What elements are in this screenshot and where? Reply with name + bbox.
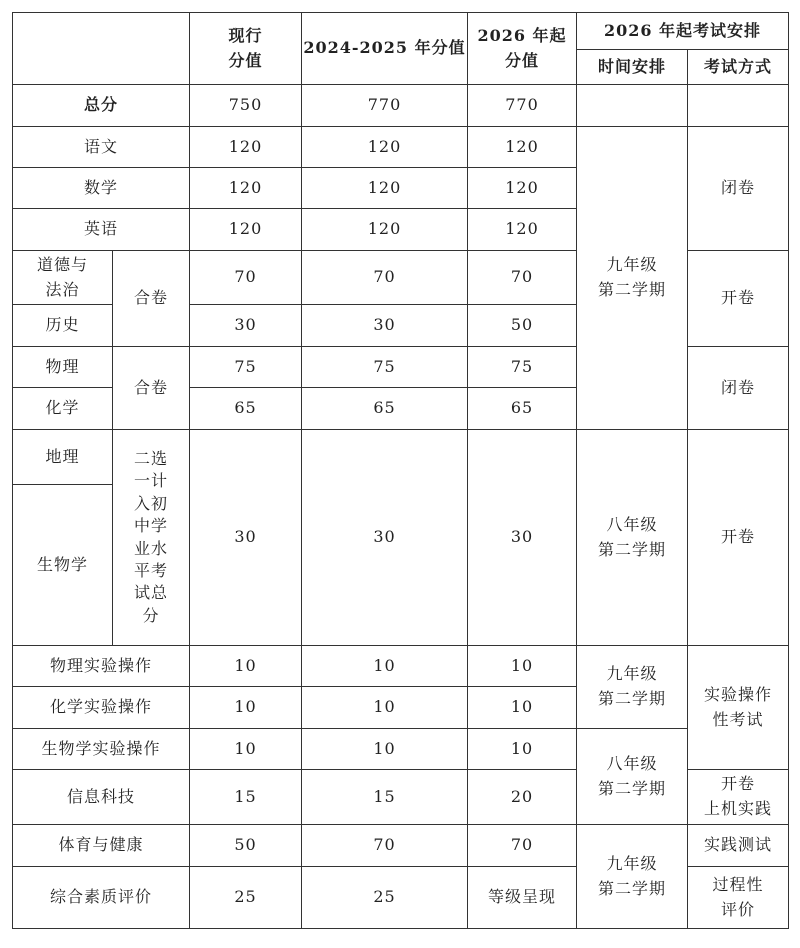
method-process-eval: 过程性 评价 bbox=[688, 867, 789, 929]
value-2024: 70 bbox=[302, 251, 468, 305]
value-2026: 10 bbox=[468, 646, 577, 687]
subject-chemistry: 化学 bbox=[13, 388, 113, 430]
current-value: 10 bbox=[190, 729, 302, 770]
value-2026: 120 bbox=[468, 127, 577, 168]
header-2026-score: 2026 年起 分值 bbox=[468, 13, 577, 85]
header-2024-score: 2024-2025 年分值 bbox=[302, 13, 468, 85]
value-2026: 30 bbox=[468, 430, 577, 646]
time-grade8-semester2: 八年级 第二学期 bbox=[577, 729, 688, 825]
current-value: 75 bbox=[190, 347, 302, 388]
method-practice-test: 实践测试 bbox=[688, 825, 789, 867]
table-row bbox=[13, 85, 789, 127]
value-2024: 120 bbox=[302, 209, 468, 251]
value-2024: 30 bbox=[302, 305, 468, 347]
value-2026: 10 bbox=[468, 729, 577, 770]
method-cell-empty bbox=[688, 85, 789, 127]
subject-morality-law: 道德与 法治 bbox=[13, 251, 113, 305]
current-value: 15 bbox=[190, 770, 302, 825]
value-2024: 120 bbox=[302, 127, 468, 168]
score-table-container bbox=[12, 12, 789, 929]
header-exam-method: 考试方式 bbox=[688, 50, 789, 85]
current-value: 70 bbox=[190, 251, 302, 305]
value-2026: 50 bbox=[468, 305, 577, 347]
subject-chemistry-lab: 化学实验操作 bbox=[13, 687, 190, 729]
subject-biology-lab: 生物学实验操作 bbox=[13, 729, 190, 770]
table-row bbox=[13, 729, 789, 770]
header-blank-cell bbox=[13, 13, 190, 85]
value-2024: 770 bbox=[302, 85, 468, 127]
current-value: 30 bbox=[190, 305, 302, 347]
table-row bbox=[13, 646, 789, 687]
combined-paper-label: 合卷 bbox=[113, 347, 190, 430]
header-exam-arrangement: 2026 年起考试安排 bbox=[577, 13, 789, 50]
method-open-computer: 开卷 上机实践 bbox=[688, 770, 789, 825]
subject-total: 总分 bbox=[13, 85, 190, 127]
value-2024: 10 bbox=[302, 646, 468, 687]
current-value: 30 bbox=[190, 430, 302, 646]
time-cell-empty bbox=[577, 85, 688, 127]
subject-history: 历史 bbox=[13, 305, 113, 347]
current-value: 120 bbox=[190, 209, 302, 251]
combined-paper-label: 合卷 bbox=[113, 251, 190, 347]
subject-info-tech: 信息科技 bbox=[13, 770, 190, 825]
time-grade9-semester2: 九年级 第二学期 bbox=[577, 825, 688, 929]
value-2024: 10 bbox=[302, 729, 468, 770]
value-2024: 70 bbox=[302, 825, 468, 867]
value-2024: 65 bbox=[302, 388, 468, 430]
current-value: 120 bbox=[190, 168, 302, 209]
method-closed-book: 闭卷 bbox=[688, 347, 789, 430]
value-2026: 等级呈现 bbox=[468, 867, 577, 929]
time-grade9-semester2: 九年级 第二学期 bbox=[577, 127, 688, 430]
method-closed-book: 闭卷 bbox=[688, 127, 789, 251]
value-2024: 10 bbox=[302, 687, 468, 729]
value-2024: 15 bbox=[302, 770, 468, 825]
time-grade8-semester2: 八年级 第二学期 bbox=[577, 430, 688, 646]
value-2026: 70 bbox=[468, 825, 577, 867]
subject-physics-lab: 物理实验操作 bbox=[13, 646, 190, 687]
subject-math: 数学 bbox=[13, 168, 190, 209]
table-row bbox=[13, 430, 789, 485]
current-value: 65 bbox=[190, 388, 302, 430]
value-2024: 75 bbox=[302, 347, 468, 388]
value-2026: 10 bbox=[468, 687, 577, 729]
table-row bbox=[13, 825, 789, 867]
value-2026: 120 bbox=[468, 168, 577, 209]
method-open-book: 开卷 bbox=[688, 430, 789, 646]
method-open-book: 开卷 bbox=[688, 251, 789, 347]
current-value: 10 bbox=[190, 687, 302, 729]
current-value: 10 bbox=[190, 646, 302, 687]
value-2024: 25 bbox=[302, 867, 468, 929]
value-2026: 75 bbox=[468, 347, 577, 388]
elective-note: 二选 一计 入初 中学 业水 平考 试总 分 bbox=[113, 430, 190, 646]
subject-chinese: 语文 bbox=[13, 127, 190, 168]
method-lab-exam: 实验操作 性考试 bbox=[688, 646, 789, 770]
subject-english: 英语 bbox=[13, 209, 190, 251]
subject-biology: 生物学 bbox=[13, 485, 113, 646]
table-row bbox=[13, 127, 789, 168]
current-value: 25 bbox=[190, 867, 302, 929]
value-2024: 30 bbox=[302, 430, 468, 646]
value-2024: 120 bbox=[302, 168, 468, 209]
time-grade9-semester2: 九年级 第二学期 bbox=[577, 646, 688, 729]
subject-geography: 地理 bbox=[13, 430, 113, 485]
subject-pe-health: 体育与健康 bbox=[13, 825, 190, 867]
current-value: 120 bbox=[190, 127, 302, 168]
value-2026: 770 bbox=[468, 85, 577, 127]
header-time-arrangement: 时间安排 bbox=[577, 50, 688, 85]
value-2026: 120 bbox=[468, 209, 577, 251]
subject-physics: 物理 bbox=[13, 347, 113, 388]
current-value: 50 bbox=[190, 825, 302, 867]
exam-score-table bbox=[12, 12, 789, 929]
header-current-score: 现行 分值 bbox=[190, 13, 302, 85]
subject-quality-eval: 综合素质评价 bbox=[13, 867, 190, 929]
value-2026: 70 bbox=[468, 251, 577, 305]
current-value: 750 bbox=[190, 85, 302, 127]
value-2026: 65 bbox=[468, 388, 577, 430]
value-2026: 20 bbox=[468, 770, 577, 825]
